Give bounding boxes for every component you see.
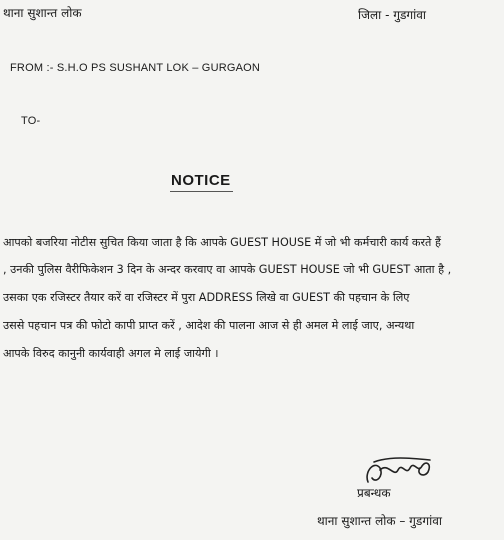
notice-title: NOTICE xyxy=(171,172,231,189)
designation-label: प्रबन्धक xyxy=(357,486,391,500)
to-line: TO- xyxy=(21,115,41,127)
district-header: जिला - गुडगांवा xyxy=(358,8,427,22)
body-line-1: आपको बजरिया नोटीस सुचित किया जाता है कि आपके GUEST HOUSE में जो भी कर्मचारी कार्य करते हैं xyxy=(3,236,441,249)
body-line-3: उसका एक रजिस्टर तैयार करें वा रजिस्टर में पुरा ADDRESS लिखे वा GUEST की पहचान के लिए xyxy=(3,291,410,304)
signature-station: थाना सुशान्त लोक – गुडगांवा xyxy=(317,514,442,528)
station-header: थाना सुशान्त लोक xyxy=(3,6,82,20)
body-line-2: , उनकी पुलिस वैरीफिकेशन 3 दिन के अन्दर करवाए वा आपके GUEST HOUSE जो भी GUEST आता है , xyxy=(3,263,452,276)
body-line-5: आपके विरुद कानुनी कार्यवाही अगल मे लाई जायेगी । xyxy=(3,347,219,360)
title-underline xyxy=(170,191,233,192)
body-line-4: उससे पहचान पत्र की फोटो कापी प्राप्त करें , आदेश की पालना आज से ही अमल मे लाई जाए, अन्यथा xyxy=(3,319,415,332)
from-line: FROM :- S.H.O PS SUSHANT LOK – GURGAON xyxy=(10,62,261,74)
